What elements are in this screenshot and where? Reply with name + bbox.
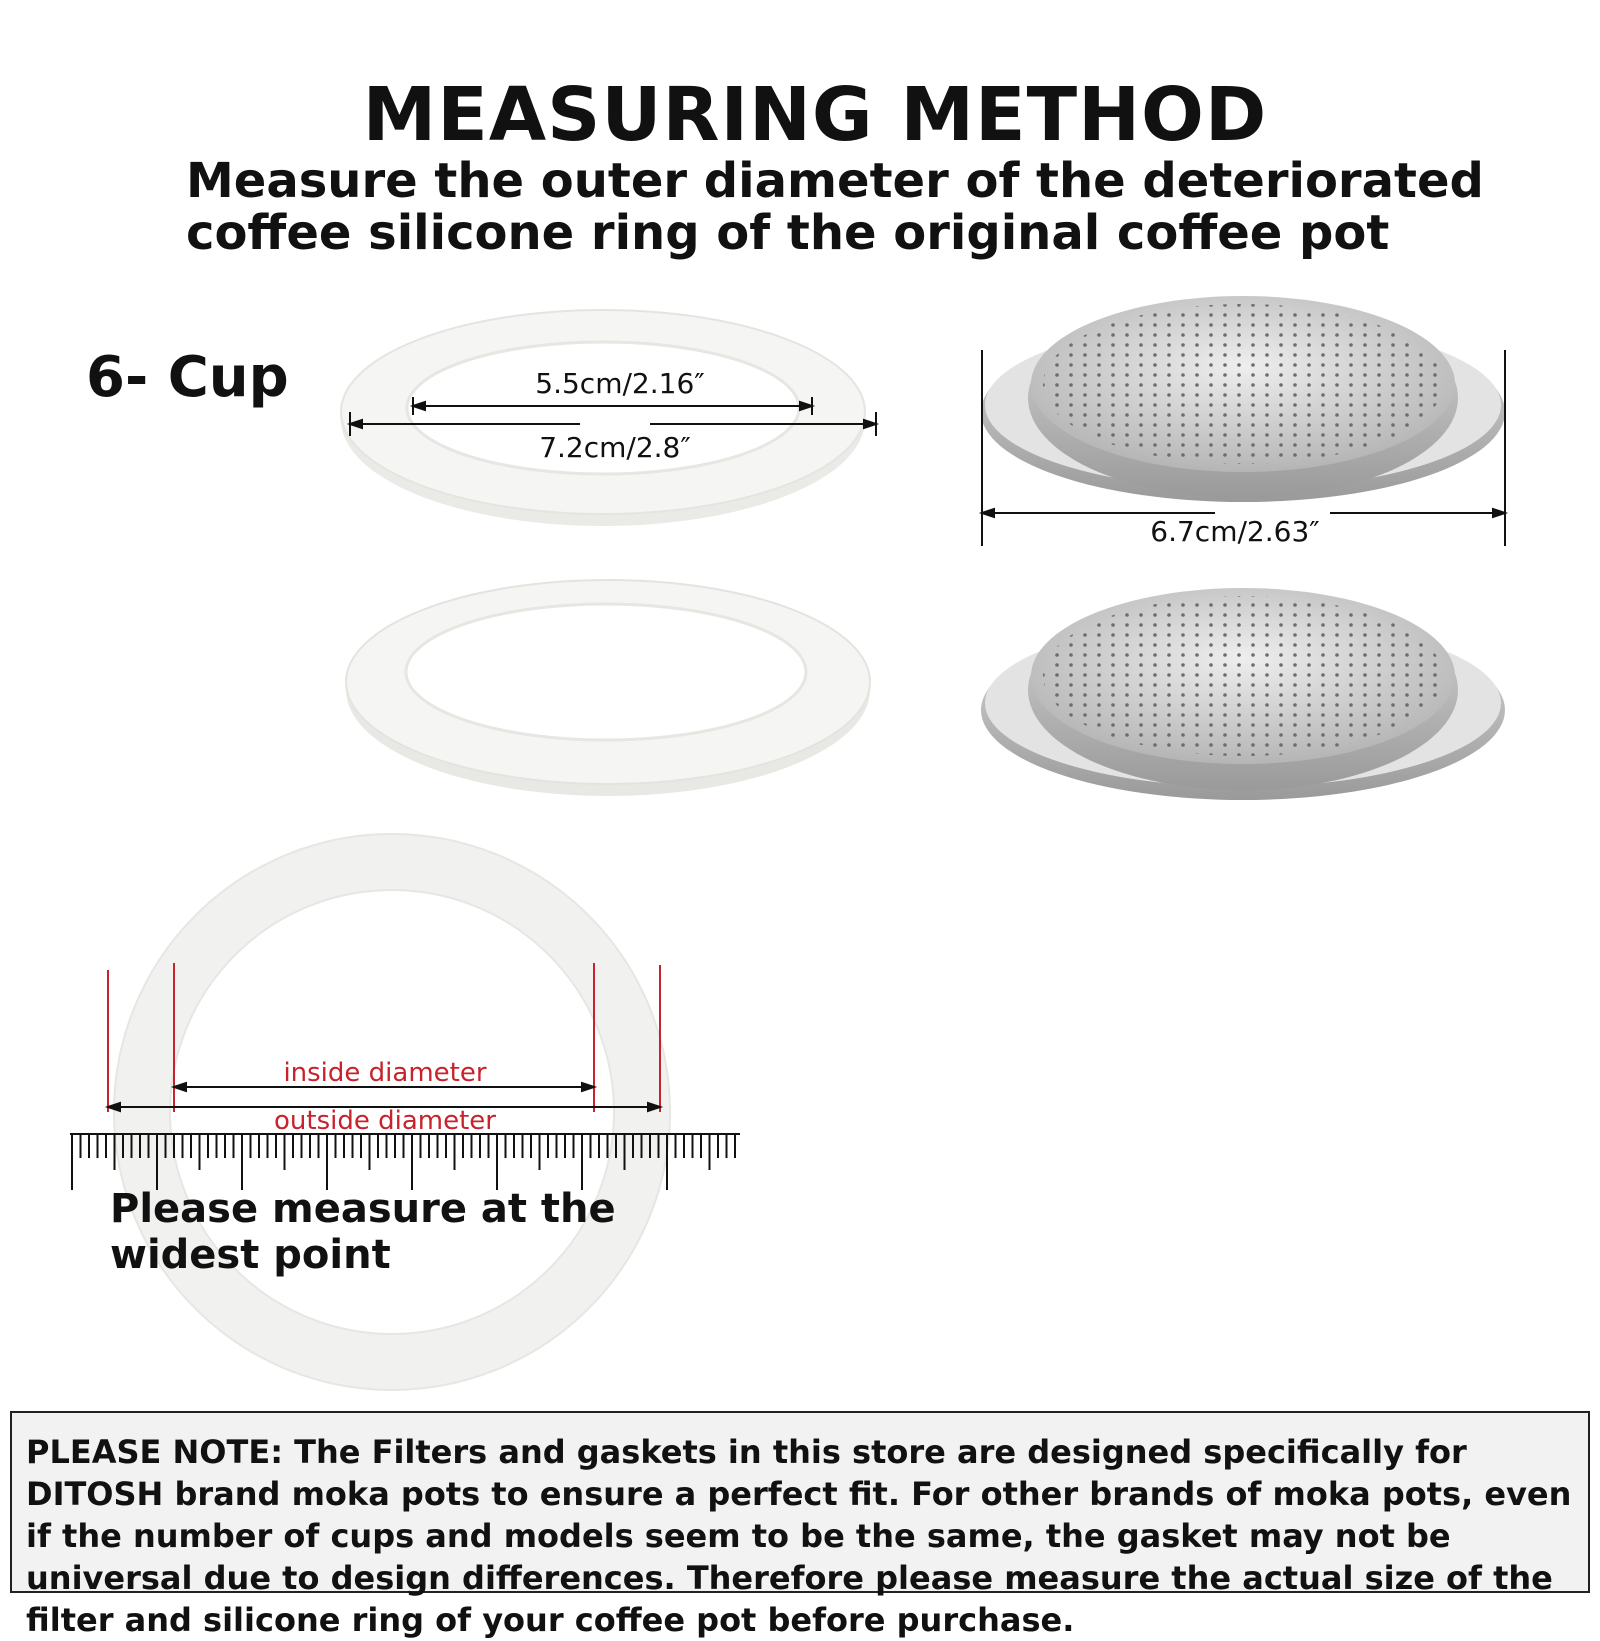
outside-diameter-label: outside diameter	[274, 1106, 496, 1136]
gasket-outer-measurement: 7.2cm/2.8″	[539, 431, 691, 464]
inside-diameter-label: inside diameter	[283, 1058, 487, 1088]
filter-plate-top	[981, 296, 1505, 502]
measure-instruction: Please measure at the widest point	[110, 1186, 616, 1278]
filter-plate-bottom	[981, 588, 1505, 800]
gasket-bottom	[346, 580, 870, 796]
gasket-inner-measurement: 5.5cm/2.16″	[535, 367, 705, 400]
note-text: PLEASE NOTE: The Filters and gaskets in this store are designed specifically for DITOSH brand moka pots to ensure a perfect fit. For other brands of moka pots, even if the number of cups and models seem to be the same, the gasket may not be universal due to design differences. Therefore please measure the actual size of the filter and silicone ring of your coffee pot before purchase.	[26, 1433, 1572, 1639]
page-subtitle: Measure the outer diameter of the deteriorated coffee silicone ring of the original coffee pot	[186, 153, 1484, 261]
note-box	[10, 1411, 1590, 1639]
gasket-top	[341, 310, 865, 526]
cup-size-label: 6- Cup	[86, 345, 289, 410]
filter-measurement: 6.7cm/2.63″	[1150, 515, 1320, 548]
page-title: MEASURING METHOD	[362, 72, 1268, 158]
